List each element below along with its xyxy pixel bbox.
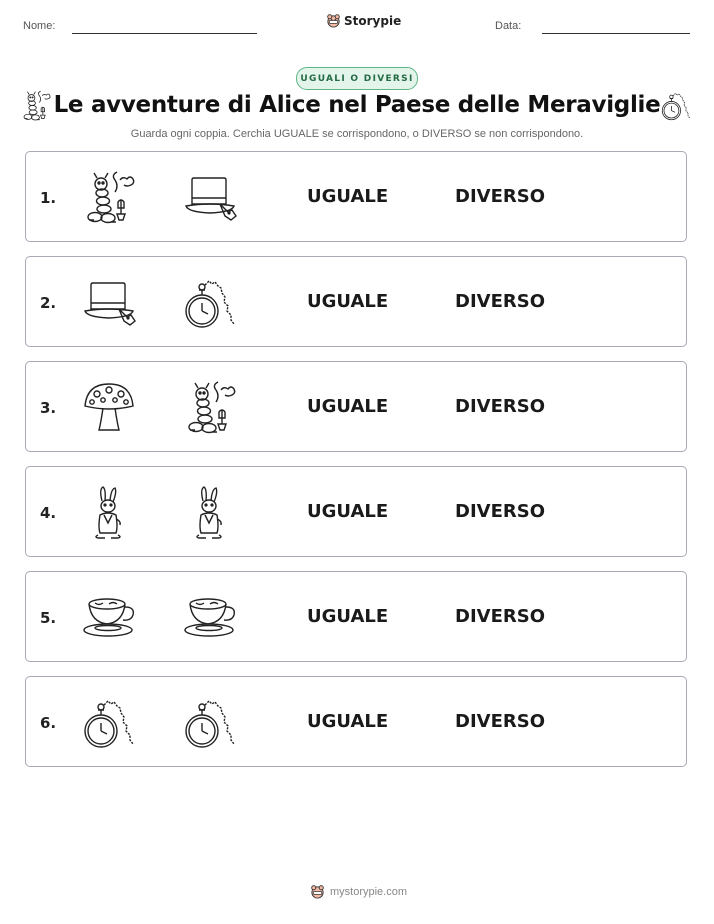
storypie-mascot-icon	[310, 884, 325, 899]
different-choice[interactable]: DIVERSO	[455, 186, 545, 207]
pocket-watch-icon	[660, 90, 692, 122]
caterpillar-icon	[182, 380, 238, 436]
same-choice[interactable]: UGUALE	[307, 186, 389, 207]
name-label: Nome:	[23, 20, 56, 32]
row-number: 2.	[40, 294, 57, 312]
white-rabbit-icon	[182, 485, 238, 541]
mushroom-icon	[81, 380, 137, 436]
row-number: 5.	[40, 609, 57, 627]
pocket-watch-icon	[182, 275, 238, 331]
exercise-row	[25, 151, 687, 242]
instructions: Guarda ogni coppia. Cerchia UGUALE se corrispondono, o DIVERSO se non corrispondono.	[130, 128, 584, 140]
different-choice[interactable]: DIVERSO	[455, 396, 545, 417]
row-number: 3.	[40, 399, 57, 417]
page-title: Le avventure di Alice nel Paese delle Meraviglie	[53, 92, 661, 118]
exercise-row	[25, 361, 687, 452]
pocket-watch-icon	[182, 695, 238, 751]
different-choice[interactable]: DIVERSO	[455, 711, 545, 732]
top-hat-icon	[182, 170, 238, 226]
different-choice[interactable]: DIVERSO	[455, 606, 545, 627]
footer	[310, 884, 407, 899]
worksheet-type-badge: UGUALI O DIVERSI	[296, 67, 418, 90]
teacup-icon	[81, 590, 137, 646]
pocket-watch-icon	[81, 695, 137, 751]
row-number: 1.	[40, 189, 57, 207]
same-choice[interactable]: UGUALE	[307, 606, 389, 627]
same-choice[interactable]: UGUALE	[307, 501, 389, 522]
same-choice[interactable]: UGUALE	[307, 396, 389, 417]
caterpillar-icon	[81, 170, 137, 226]
row-number: 6.	[40, 714, 57, 732]
row-number: 4.	[40, 504, 57, 522]
different-choice[interactable]: DIVERSO	[455, 291, 545, 312]
exercise-row	[25, 256, 687, 347]
top-hat-icon	[81, 275, 137, 331]
footer-url: mystorypie.com	[330, 885, 408, 898]
storypie-mascot-icon	[326, 13, 341, 28]
name-field[interactable]	[72, 33, 257, 34]
brand-logo	[326, 13, 401, 28]
same-choice[interactable]: UGUALE	[307, 711, 389, 732]
different-choice[interactable]: DIVERSO	[455, 501, 545, 522]
date-label: Data:	[495, 20, 522, 32]
exercise-row	[25, 676, 687, 767]
date-field[interactable]	[542, 33, 690, 34]
exercise-row	[25, 466, 687, 557]
brand-name: Storypie	[344, 13, 402, 28]
same-choice[interactable]: UGUALE	[307, 291, 389, 312]
teacup-icon	[182, 590, 238, 646]
exercise-row	[25, 571, 687, 662]
white-rabbit-icon	[81, 485, 137, 541]
